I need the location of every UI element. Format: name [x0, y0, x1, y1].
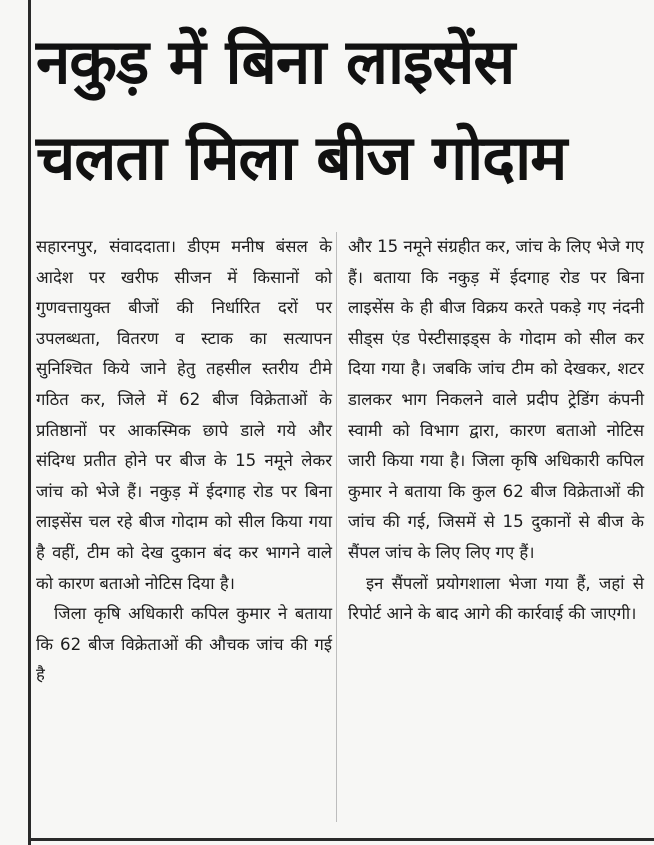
article-column-right — [348, 232, 644, 630]
left-paragraph-2: जिला कृषि अधिकारी कपिल कुमार ने बताया कि 62 बीज विक्रेताओं की औचक जांच की गई है — [36, 604, 332, 685]
right-paragraph-1: और 15 नमूने संग्रहीत कर, जांच के लिए भेजे गए हैं। बताया कि नकुड़ में ईदगाह रोड पर बिना लाइसेंस के ही बीज विक्रय करते पकड़े गए नंदनी सीड्स एंड पेस्टीसाइड्स के गोदाम को सील कर दिया गया है। जबकि जांच टीम को देखकर, शटर डालकर भाग निकलने वाले प्रदीप ट्रेडिंग कंपनी स्वामी को विभाग द्वारा, कारण बताओ नोटिस जारी किया गया है। जिला कृषि अधिकारी कपिल कुमार ने बताया कि कुल 62 बीज विक्रेताओं की जांच की गई, जिसमें से 15 दुकानों से बीज के सैंपल जांच के लिए लिए गए हैं। — [348, 237, 644, 562]
left-paragraph-1: सहारनपुर, संवाददाता। डीएम मनीष बंसल के आदेश पर खरीफ सीजन में किसानों को गुणवत्तायुक्त बीजों की निर्धारित दरों पर उपलब्धता, वितरण व स्टाक का सत्यापन सुनिश्चित किये जाने हेतु तहसील स्तरीय टीमे गठित कर, जिले में 62 बीज विक्रेताओं के प्रतिष्ठानों पर आकस्मिक छापे डाले गये और संदिग्ध प्रतीत होने पर बीज के 15 नमूने लेकर जांच को भेजे हैं। नकुड़ में ईदगाह रोड पर बिना लाइसेंस चल रहे बीज गोदाम को सील किया गया है वहीं, टीम को देख दुकान बंद कर भागने वाले को कारण बताओ नोटिस दिया है। — [36, 237, 332, 593]
column-divider — [336, 232, 337, 822]
bottom-border-rule — [28, 838, 654, 841]
headline-line-1: नकुड़ में बिना लाइसेंस — [36, 25, 515, 98]
right-paragraph-2: इन सैंपलों प्रयोगशाला भेजा गया हैं, जहां से रिपोर्ट आने के बाद आगे की कार्रवाई की जाएगी। — [348, 573, 644, 624]
headline — [36, 14, 646, 206]
left-border-rule — [28, 0, 31, 845]
article-column-left — [36, 232, 332, 691]
headline-line-2: चलता मिला बीज गोदाम — [36, 121, 567, 194]
